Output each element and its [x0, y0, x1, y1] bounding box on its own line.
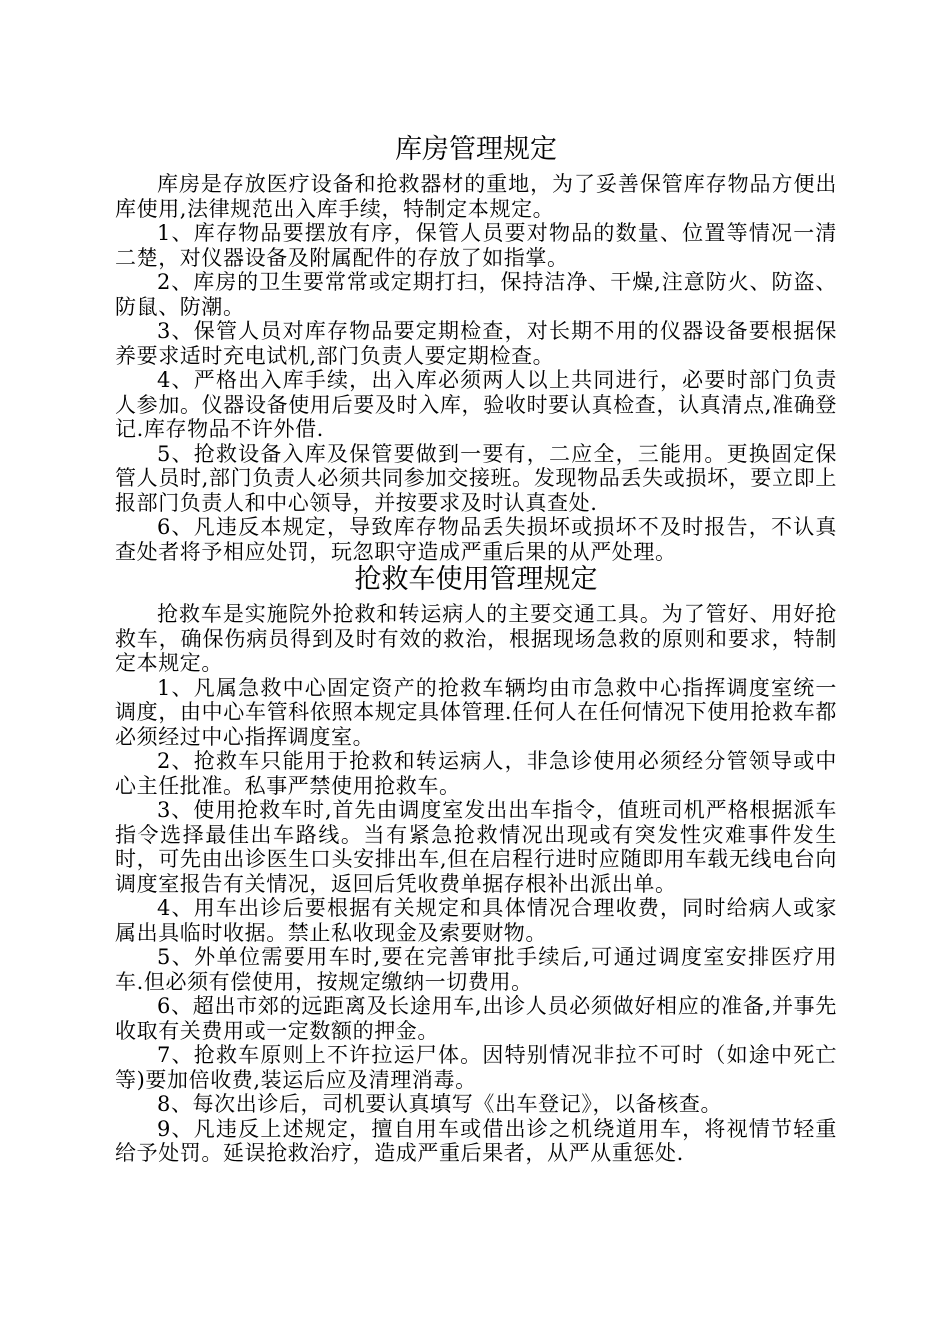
ambulance-rule-6: 6、超出市郊的远距离及长途用车,出诊人员必须做好相应的准备,并事先收取有关费用或一定数额的押金。	[115, 994, 837, 1043]
ambulance-rule-1: 1、凡属急救中心固定资产的抢救车辆均由市急救中心指挥调度室统一调度，由中心车管科依照本规定具体管理.任何人在任何情况下使用抢救车都必须经过中心指挥调度室。	[115, 675, 837, 749]
warehouse-intro-paragraph: 库房是存放医疗设备和抢救器材的重地，为了妥善保管库存物品方便出库使用,法律规范出入库手续，特制定本规定。	[115, 172, 837, 221]
ambulance-rule-7: 7、抢救车原则上不许拉运尸体。因特别情况非拉不可时（如途中死亡等)要加倍收费,装运后应及清理消毒。	[115, 1043, 837, 1092]
section-title-warehouse: 库房管理规定	[395, 134, 557, 165]
ambulance-rule-9: 9、凡违反上述规定，擅自用车或借出诊之机绕道用车，将视情节轻重给予处罚。延误抢救治疗，造成严重后果者，从严从重惩处.	[115, 1116, 837, 1165]
warehouse-rule-6: 6、凡违反本规定，导致库存物品丢失损坏或损坏不及时报告，不认真查处者将予相应处罚，玩忽职守造成严重后果的从严处理。	[115, 515, 837, 564]
ambulance-rule-2: 2、抢救车只能用于抢救和转运病人，非急诊使用必须经分管领导或中心主任批准。私事严禁使用抢救车。	[115, 749, 837, 798]
warehouse-rule-3: 3、保管人员对库存物品要定期检查，对长期不用的仪器设备要根据保养要求适时充电试机,部门负责人要定期检查。	[115, 319, 837, 368]
ambulance-rule-4: 4、用车出诊后要根据有关规定和具体情况合理收费，同时给病人或家属出具临时收据。禁止私收现金及索要财物。	[115, 896, 837, 945]
warehouse-rule-1: 1、库存物品要摆放有序，保管人员要对物品的数量、位置等情况一清二楚，对仪器设备及附属配件的存放了如指掌。	[115, 221, 837, 270]
warehouse-rule-5: 5、抢救设备入库及保管要做到一要有，二应全，三能用。更换固定保管人员时,部门负责人必须共同参加交接班。发现物品丢失或损坏，要立即上报部门负责人和中心领导，并按要求及时认真查处.	[115, 441, 837, 515]
ambulance-rule-8: 8、每次出诊后，司机要认真填写《出车登记》，以备核查。	[157, 1092, 723, 1116]
warehouse-rule-4: 4、严格出入库手续，出入库必须两人以上共同进行，必要时部门负责人参加。仪器设备使用后要及时入库，验收时要认真检查，认真清点,准确登记.库存物品不许外借.	[115, 368, 837, 441]
warehouse-rule-2: 2、库房的卫生要常常或定期打扫，保持洁净、干燥,注意防火、防盗、防鼠、防潮。	[115, 270, 837, 319]
ambulance-intro-paragraph: 抢救车是实施院外抢救和转运病人的主要交通工具。为了管好、用好抢救车，确保伤病员得到及时有效的救治，根据现场急救的原则和要求，特制定本规定。	[115, 602, 837, 675]
document-body	[115, 128, 837, 1166]
ambulance-rule-5: 5、外单位需要用车时,要在完善审批手续后,可通过调度室安排医疗用车.但必须有偿使用，按规定缴纳一切费用。	[115, 945, 837, 994]
ambulance-rule-3: 3、使用抢救车时,首先由调度室发出出车指令，值班司机严格根据派车指令选择最佳出车路线。当有紧急抢救情况出现或有突发性灾难事件发生时，可先由出诊医生口头安排出车,但在启程行进时应随即用车载无线电台向调度室报告有关情况，返回后凭收费单据存根补出派出单。	[115, 798, 837, 896]
section-title-ambulance: 抢救车使用管理规定	[354, 564, 598, 595]
